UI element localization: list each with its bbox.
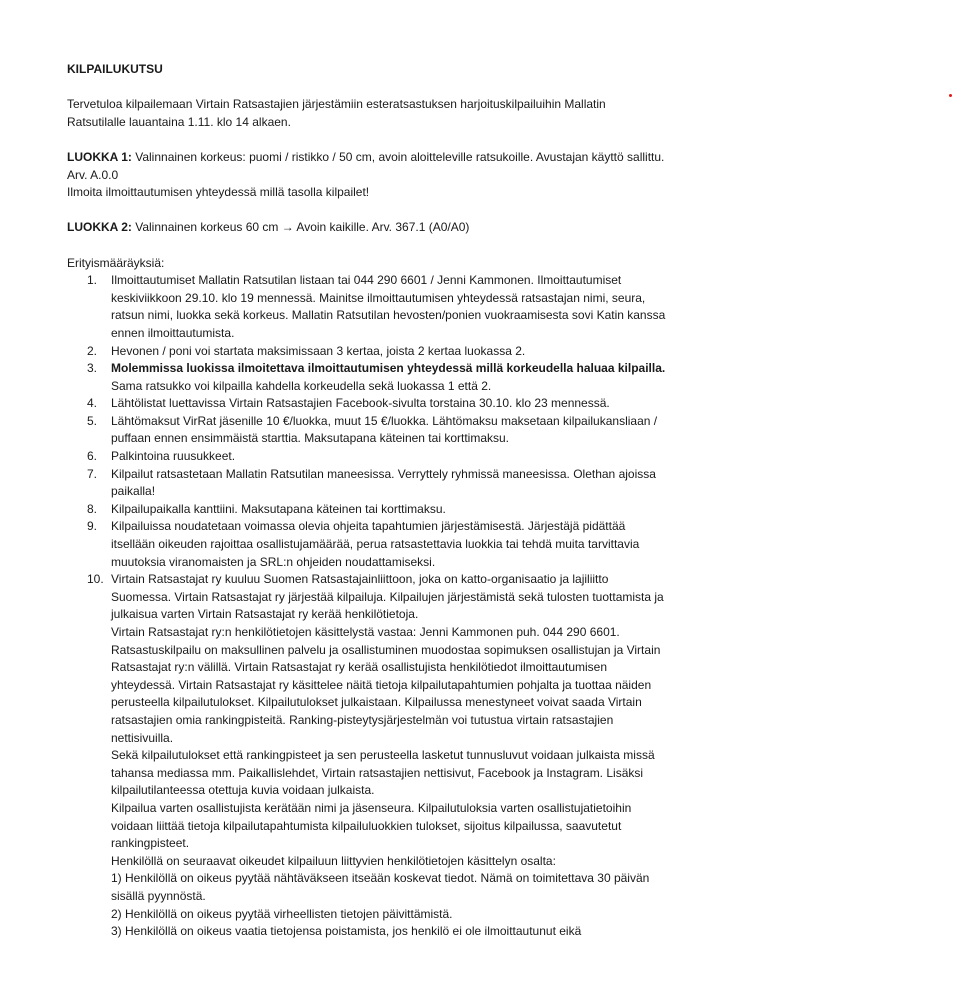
rule-10-paragraph: 3) Henkilöllä on oikeus vaatia tietojensa poistamista, jos henkilö ei ole ilmoittautunut eikä [111,924,582,939]
rule-10-paragraph: 1) Henkilöllä on oikeus pyytää nähtäväkseen itseään koskevat tiedot. Nämä on toimitettava 30 päivän sisällä pyynnöstä. [111,871,650,903]
rule-text: Lähtölistat luettavissa Virtain Ratsastajien Facebook-sivulta torstaina 30.10. klo 23 mennessä. [111,396,610,411]
rule-item-3 [67,360,667,395]
class-1-note: Ilmoita ilmoittautumisen yhteydessä millä tasolla kilpailet! [67,185,370,200]
rule-10-paragraph: Virtain Ratsastajat ry:n henkilötietojen käsittelystä vastaa: Jenni Kammonen puh. 044 290 6601. Ratsastuskilpailu on maksullinen palvelu ja osallistuminen muodostaa sopimuksen osallistujan ja Virtain Ratsastajat ry:n välillä. Virtain Ratsastajat ry kerää osallistujista henkilötiedot ilmoittautumisen yhteydessä. Virtain Ratsastajat ry käsittelee näitä tietoja kilpailutapahtumien pohjalta ja tuottaa näiden perusteella kilpailutulokset. Kilpailutulokset julkaistaan. Kilpailussa menestyneet voivat saada Virtain ratsastajien omia rankingpisteitä. Ranking-pisteytysjärjestelmän voi tutustua virtain ratsastajien nettisivuilla. [111,625,661,745]
rule-item-8 [67,501,667,519]
spacer [67,131,667,149]
rule-item-10 [67,571,667,940]
class-1-label: LUOKKA 1: [67,149,132,164]
rules-heading: Erityismääräyksiä: [67,255,165,270]
rule-item-2 [67,343,667,361]
class-2-label: LUOKKA 2: [67,220,132,235]
rule-number: 7. [87,466,98,481]
class-2-paragraph [67,219,667,237]
rule-text: Sama ratsukko voi kilpailla kahdella korkeudella sekä luokassa 1 että 2. [111,378,492,393]
class-1-paragraph [67,149,667,184]
document-page [67,61,667,941]
class-1-text: Valinnainen korkeus: puomi / ristikko / 50 cm, avoin aloitteleville ratsukoille. Avustajan käyttö sallittu. Arv. A.0.0 [67,149,665,182]
rule-text: Hevonen / poni voi startata maksimissaan 3 kertaa, joista 2 kertaa luokassa 2. [111,343,526,358]
document-title: KILPAILUKUTSU [67,62,163,76]
rule-bold-text: Molemmissa luokissa ilmoitettava ilmoittautumisen yhteydessä millä korkeudella haluaa kilpailla. [111,361,666,376]
rule-item-4 [67,395,667,413]
rule-item-9 [67,518,667,571]
rule-number: 4. [87,396,98,411]
rule-10-paragraph: Sekä kilpailutulokset että rankingpisteet ja sen perusteella lasketut tunnusluvut voidaan julkaista missä tahansa mediassa mm. Paikallislehdet, Virtain ratsastajien nettisivut, Facebook ja Instagram. Lisäksi kilpailutilanteessa otettuja kuvia voidaan julkaista. [111,748,655,798]
rule-10-paragraph: Kilpailua varten osallistujista kerätään nimi ja jäsenseura. Kilpailutuloksia varten osallistujatietoihin voidaan liittää tietoja kilpailutapahtumista kilpailuluokkien tulokset, sijoitus kilpailussa, saavutetut rankingpisteet. [111,800,632,851]
rule-number: 10. [87,572,104,587]
rule-number: 9. [87,519,98,534]
spacer [67,202,667,220]
rule-text: Kilpailupaikalla kanttiini. Maksutapana käteinen tai korttimaksu. [111,501,446,516]
rule-text: Lähtömaksut VirRat jäsenille 10 €/luokka, muut 15 €/luokka. Lähtömaksu maksetaan kilpailukansliaan / puffaan ennen ensimmäistä starttia. Maksutapana käteinen tai korttimaksu. [111,413,658,446]
rule-text: Kilpailuissa noudatetaan voimassa olevia ohjeita tapahtumien järjestämisestä. Järjestäjä pidättää itsellään oikeuden rajoittaa osallistujamäärää, perua ratsastettavia luokkia tai tehdä muita tarvittavia muutoksia viranomaisten ja SRL:n ohjeiden noudattamiseksi. [111,519,640,569]
rule-10-paragraph: Henkilöllä on seuraavat oikeudet kilpailuun liittyvien henkilötietojen käsittelyn osalta: [111,853,556,868]
rule-text: Kilpailut ratsastetaan Mallatin Ratsutilan maneesissa. Verryttely ryhmissä maneesissa. Olethan ajoissa paikalla! [111,466,656,499]
spacer [67,79,667,97]
class-2-text: Valinnainen korkeus 60 cm → Avoin kaikille. Arv. 367.1 (A0/A0) [131,220,470,235]
rule-number: 8. [87,501,98,516]
rule-item-6 [67,448,667,466]
rule-number: 1. [87,273,98,288]
rule-number: 6. [87,449,98,464]
rule-10-paragraph: 2) Henkilöllä on oikeus pyytää virheellisten tietojen päivittämistä. [111,906,453,921]
rules-list [67,272,667,941]
rule-number: 2. [87,343,98,358]
rule-text: Palkintoina ruusukkeet. [111,449,236,464]
rule-text: Ilmoittautumiset Mallatin Ratsutilan listaan tai 044 290 6601 / Jenni Kammonen. Ilmoittautumiset keskiviikkoon 29.10. klo 19 mennessä. Mainitse ilmoittautumisen yhteydessä ratsastajan nimi, seura, ratsun nimi, luokka sekä korkeus. Mallatin Ratsutilan hevosten/ponien vuokraamisesta sovi Katin kanssa ennen ilmoittautumista. [111,273,666,340]
rule-number: 5. [87,413,98,428]
rule-item-1 [67,272,667,342]
intro-paragraph: Tervetuloa kilpailemaan Virtain Ratsastajien järjestämiin esteratsastuksen harjoituskilpailuihin Mallatin Ratsutilalle lauantaina 1.11. klo 14 alkaen. [67,97,606,129]
rule-number: 3. [87,361,98,376]
rule-text: Virtain Ratsastajat ry kuuluu Suomen Ratsastajainliittoon, joka on katto-organisaatio ja lajiliitto Suomessa. Virtain Ratsastajat ry järjestää kilpailuja. Kilpailujen järjestämistä sekä tulosten tuottamista ja julkaisua varten Virtain Ratsastajat ry kerää henkilötietoja. [111,572,664,622]
rule-item-5 [67,413,667,448]
spacer [67,237,667,255]
red-marker-dot [949,94,952,97]
rule-item-7 [67,466,667,501]
